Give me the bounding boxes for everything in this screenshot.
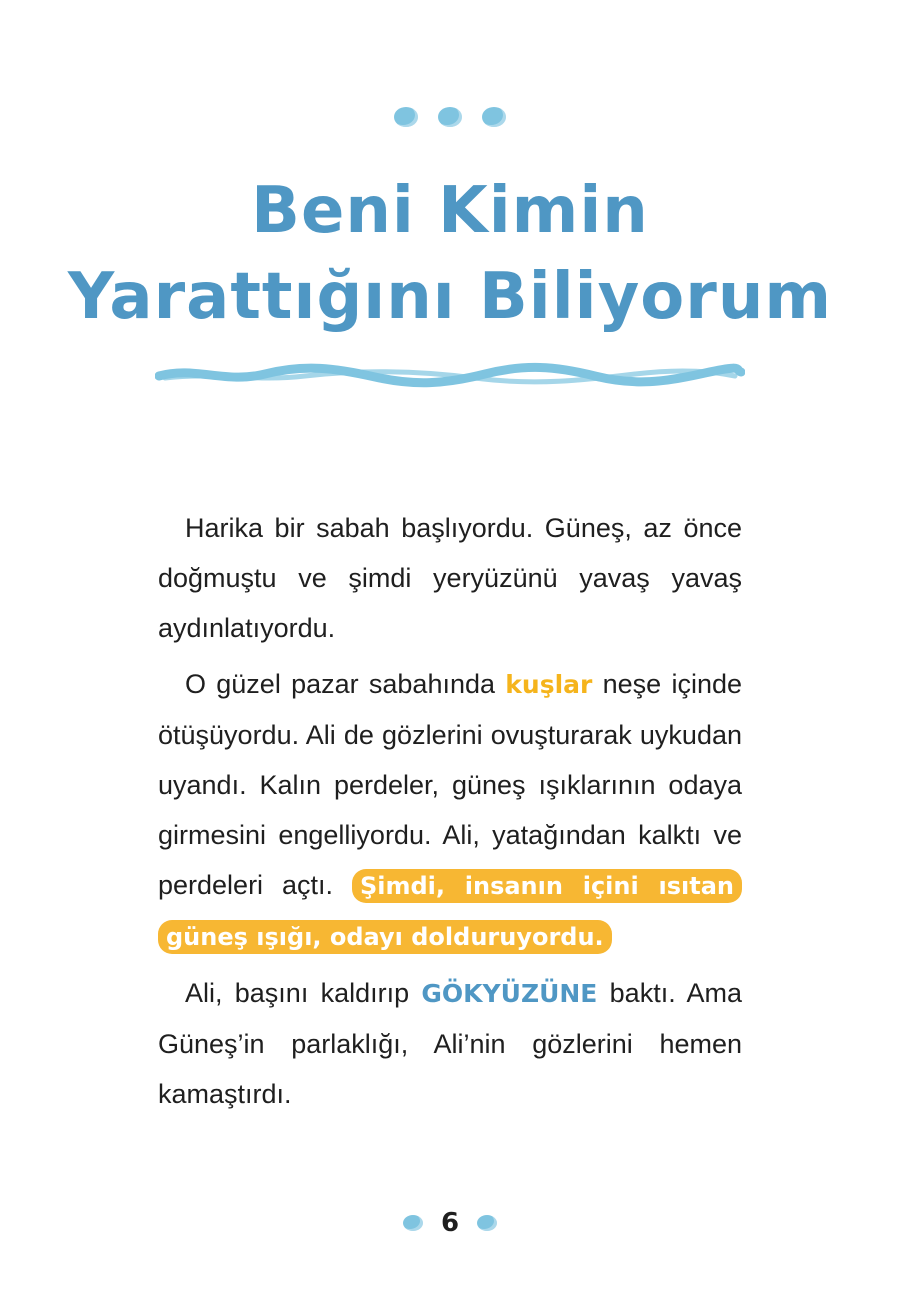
paragraph-3-end: baktı. Ama Güneş’in parlaklığı, Ali’nin gözlerini hemen kamaştırdı.	[158, 978, 742, 1109]
keyword-gokyuzune: GÖKYÜZÜNE	[421, 979, 598, 1008]
title-line-1: Beni Kimin	[251, 174, 649, 248]
page-number: 6	[440, 1208, 460, 1238]
highlighted-sentence: Şimdi, insanın içini ısıtan güneş ışığı, odayı dolduruyordu.	[158, 869, 742, 954]
paragraph-3	[158, 968, 742, 1119]
blue-dot-icon	[477, 1215, 497, 1231]
wave-divider-icon	[155, 358, 745, 392]
blue-dot-icon	[438, 107, 462, 127]
paragraph-2-start: O güzel pazar sabahında	[185, 669, 506, 699]
top-decoration	[0, 107, 900, 127]
paragraph-3-start: Ali, başını kaldırıp	[185, 978, 422, 1008]
story-text	[158, 503, 742, 1125]
paragraph-2	[158, 659, 742, 962]
paragraph-2-middle: neşe içinde ötüşüyordu. Ali de gözlerini ovuşturarak uykudan uyandı. Kalın perdeler, güneş ışıklarının odaya girmesini engelliyordu. Ali, yatağından kalktı ve perdeleri açtı.	[158, 669, 742, 900]
page-title	[0, 168, 900, 340]
blue-dot-icon	[394, 107, 418, 127]
blue-dot-icon	[482, 107, 506, 127]
keyword-kuslar: kuşlar	[505, 670, 593, 699]
page-footer	[0, 1208, 900, 1238]
blue-dot-icon	[403, 1215, 423, 1231]
title-line-2: Yarattığını Biliyorum	[67, 260, 833, 334]
paragraph-1: Harika bir sabah başlıyordu. Güneş, az önce doğmuştu ve şimdi yeryüzünü yavaş yavaş aydınlatıyordu.	[158, 513, 742, 643]
